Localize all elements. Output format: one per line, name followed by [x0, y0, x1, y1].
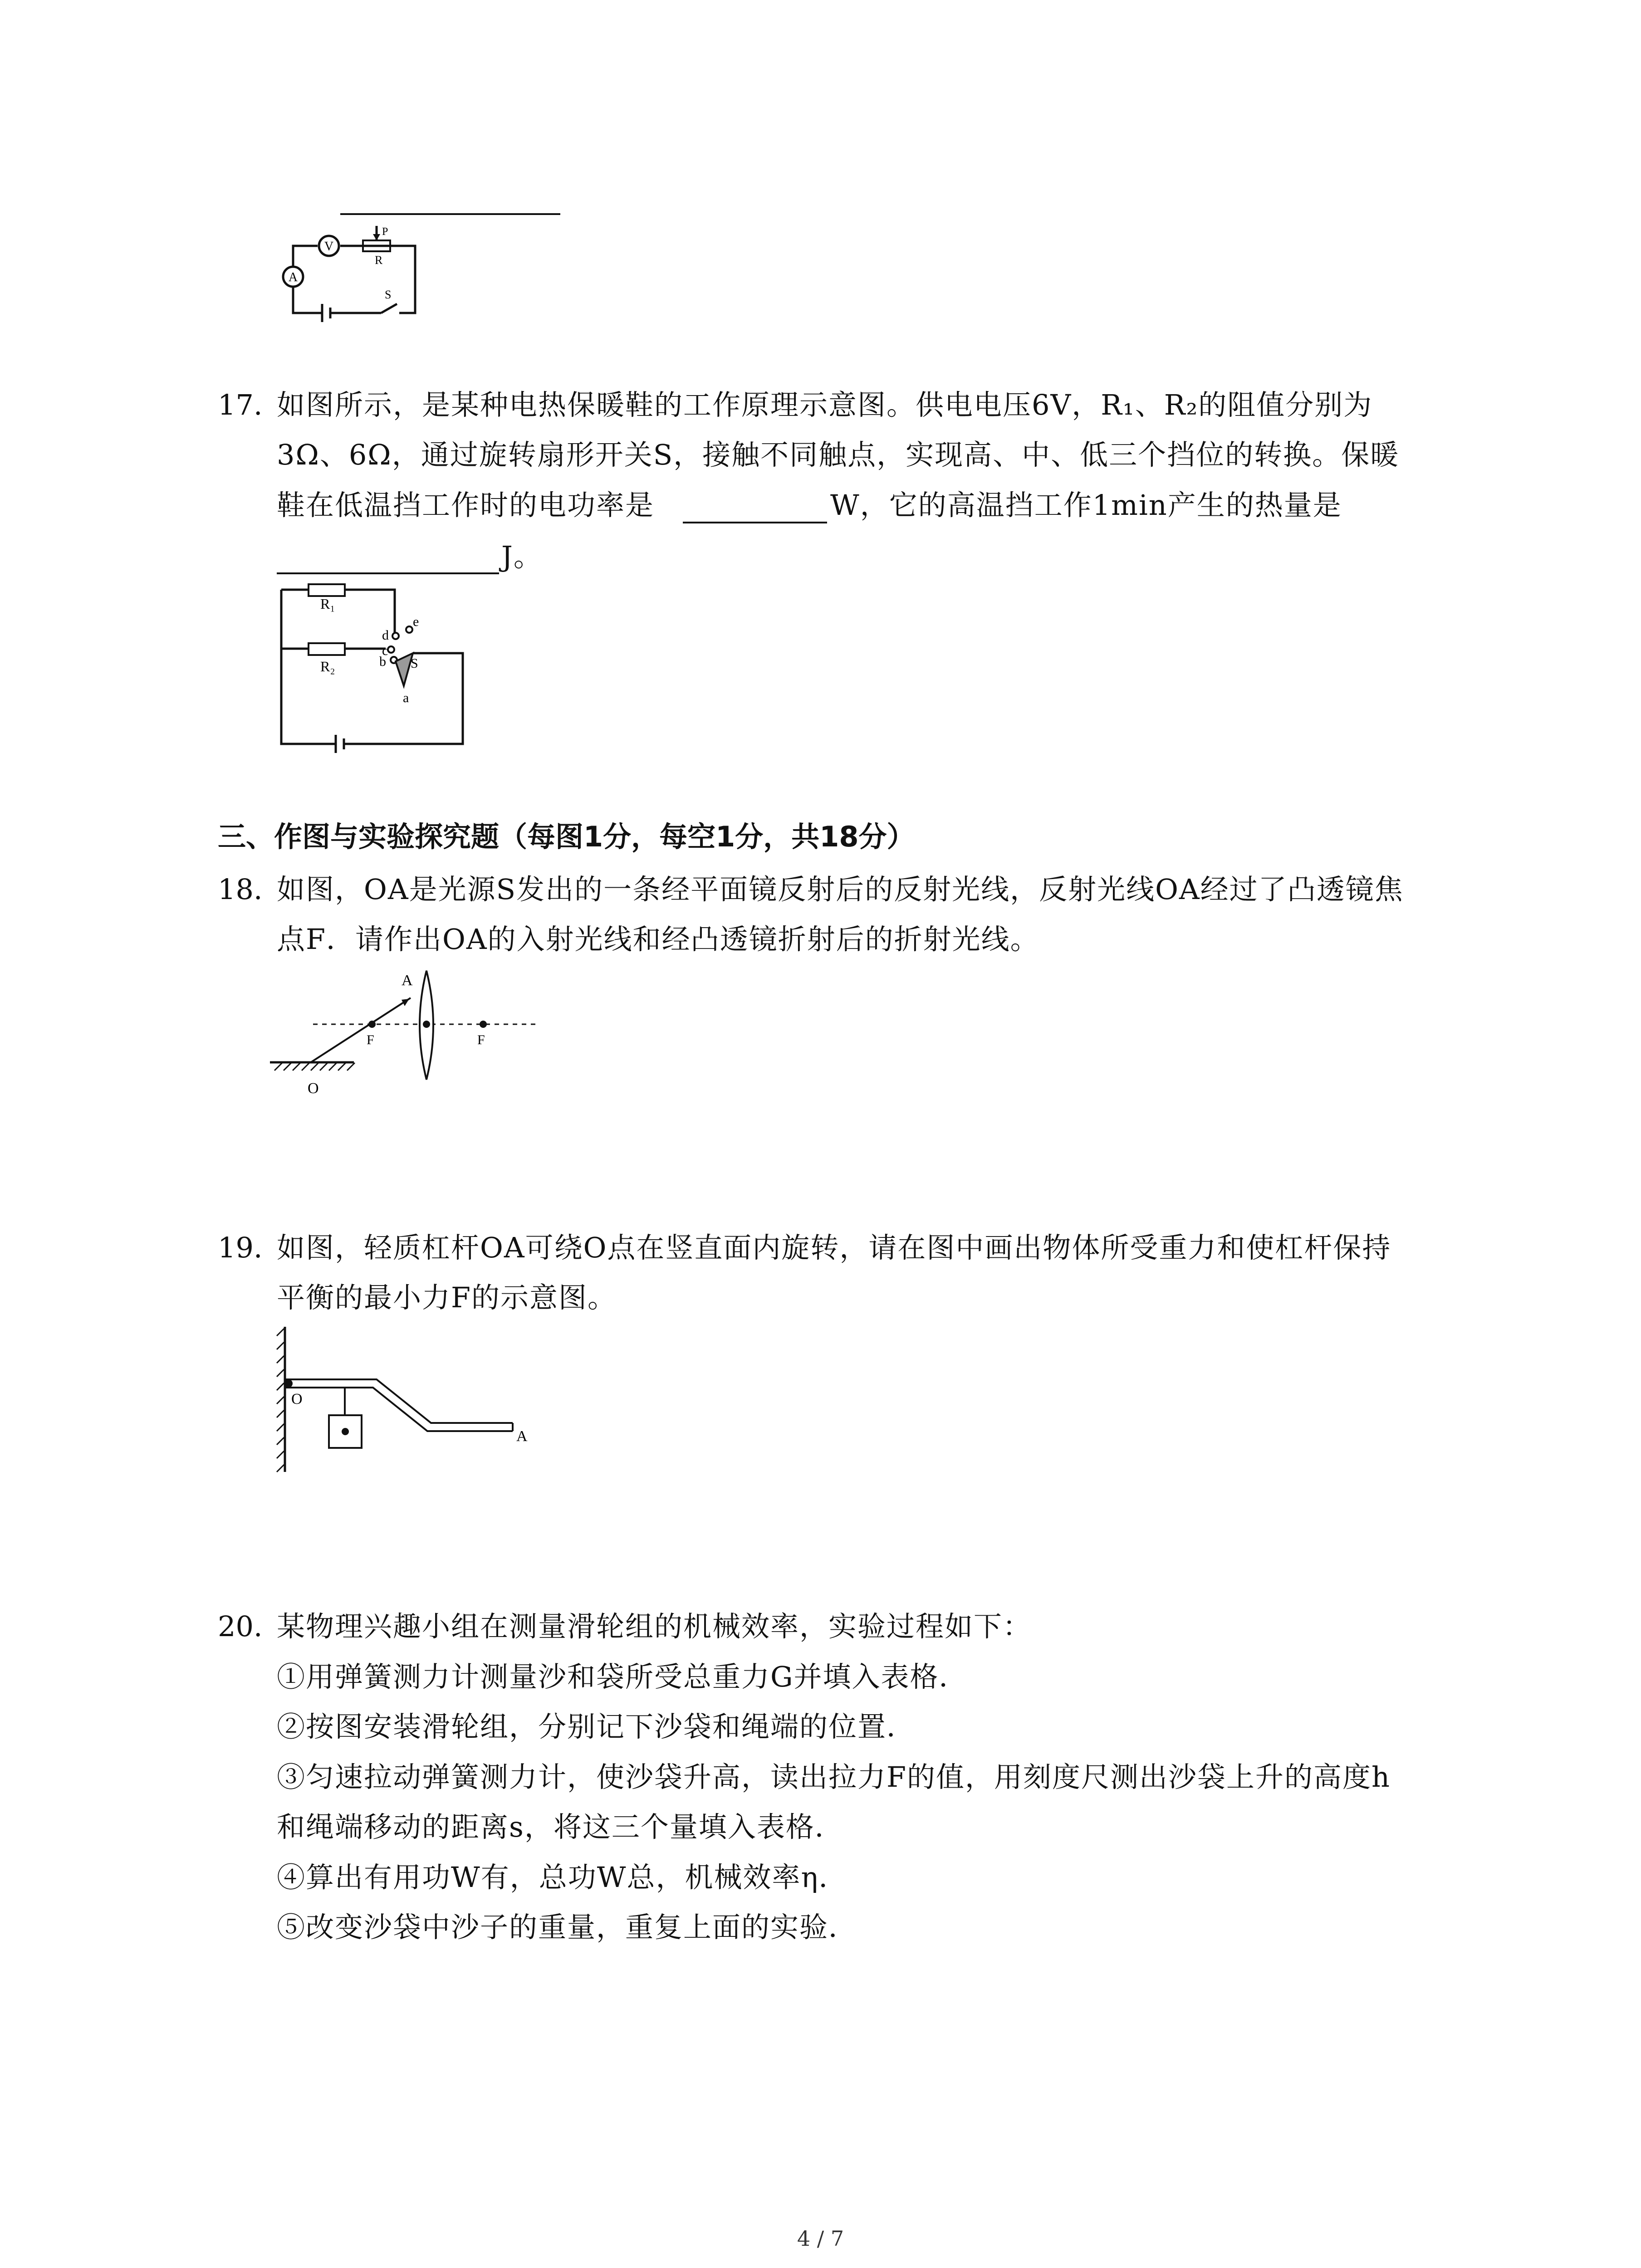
svg-text:c: c — [382, 643, 388, 658]
q17-answer-blank-1[interactable] — [683, 522, 827, 523]
q19-text-line1: 如图，轻质杠杆OA可绕O点在竖直面内旋转，请在图中画出物体所受重力和使杠杆保持 — [277, 1231, 1391, 1264]
svg-text:O: O — [308, 1080, 319, 1097]
q20-step-1: ①用弹簧测力计测量沙和袋所受总重力G并填入表格． — [277, 1660, 968, 1693]
svg-text:b: b — [379, 654, 386, 669]
svg-text:R₂: R₂ — [320, 658, 335, 675]
section-3-heading: 三、作图与实验探究题（每图1分，每空1分，共18分） — [218, 820, 915, 853]
q18-text-line2: 点F．请作出OA的入射光线和经凸透镜折射后的折射光线。 — [277, 923, 1039, 956]
q20-step-5: ⑤改变沙袋中沙子的重量，重复上面的实验． — [277, 1911, 858, 1944]
svg-text:V: V — [324, 240, 334, 254]
svg-text:O: O — [291, 1391, 303, 1408]
q20-step-4: ④算出有用功W有，总功W总，机械效率η． — [277, 1861, 848, 1894]
svg-text:S: S — [385, 288, 392, 301]
svg-text:a: a — [403, 690, 409, 705]
q17-text-line4: J。 — [501, 540, 543, 573]
q17-answer-blank-2[interactable] — [277, 572, 499, 574]
svg-text:e: e — [413, 614, 419, 629]
q20-step-3a: ③匀速拉动弹簧测力计，使沙袋升高，读出拉力F的值，用刻度尺测出沙袋上升的高度h — [277, 1760, 1391, 1794]
svg-text:R: R — [375, 254, 383, 267]
svg-text:F: F — [367, 1032, 374, 1047]
q18-optics-figure — [263, 957, 544, 1107]
q20-step-2: ②按图安装滑轮组，分别记下沙袋和绳端的位置． — [277, 1710, 916, 1743]
svg-text:d: d — [382, 628, 389, 643]
q16-answer-blank[interactable] — [340, 213, 560, 215]
q20-step-3b: 和绳端移动的距离s，将这三个量填入表格． — [277, 1810, 844, 1843]
q17-text-line1: 如图所示，是某种电热保暖鞋的工作原理示意图。供电电压6V，R₁、R₂的阻值分别为 — [277, 388, 1373, 421]
q17-text-line2: 3Ω、6Ω，通过旋转扇形开关S，接触不同触点，实现高、中、低三个挡位的转换。保暖 — [277, 438, 1400, 471]
svg-text:S: S — [411, 656, 418, 671]
q16-circuit-figure — [272, 218, 426, 322]
q20-text-line1: 某物理兴趣小组在测量滑轮组的机械效率，实验过程如下： — [277, 1610, 1032, 1643]
q19-text-line2: 平衡的最小力F的示意图。 — [277, 1281, 617, 1314]
q17-circuit-figure — [277, 581, 481, 762]
svg-text:F: F — [477, 1032, 485, 1047]
q19-lever-figure — [268, 1322, 540, 1476]
svg-text:A: A — [288, 270, 298, 284]
q17-number: 17. — [218, 388, 263, 421]
page-number: 4 / 7 — [797, 2226, 844, 2251]
svg-text:A: A — [402, 972, 413, 989]
q18-text-line1: 如图，OA是光源S发出的一条经平面镜反射后的反射光线，反射光线OA经过了凸透镜焦 — [277, 873, 1404, 906]
q19-number: 19. — [218, 1231, 263, 1264]
q17-text-line3a: 鞋在低温挡工作时的电功率是 — [277, 489, 655, 522]
svg-text:A: A — [516, 1428, 528, 1445]
q20-number: 20. — [218, 1610, 263, 1643]
svg-text:P: P — [382, 226, 388, 238]
q17-text-line3b: W，它的高温挡工作1min产生的热量是 — [830, 489, 1342, 522]
q18-number: 18. — [218, 873, 263, 906]
svg-text:R₁: R₁ — [320, 596, 335, 612]
